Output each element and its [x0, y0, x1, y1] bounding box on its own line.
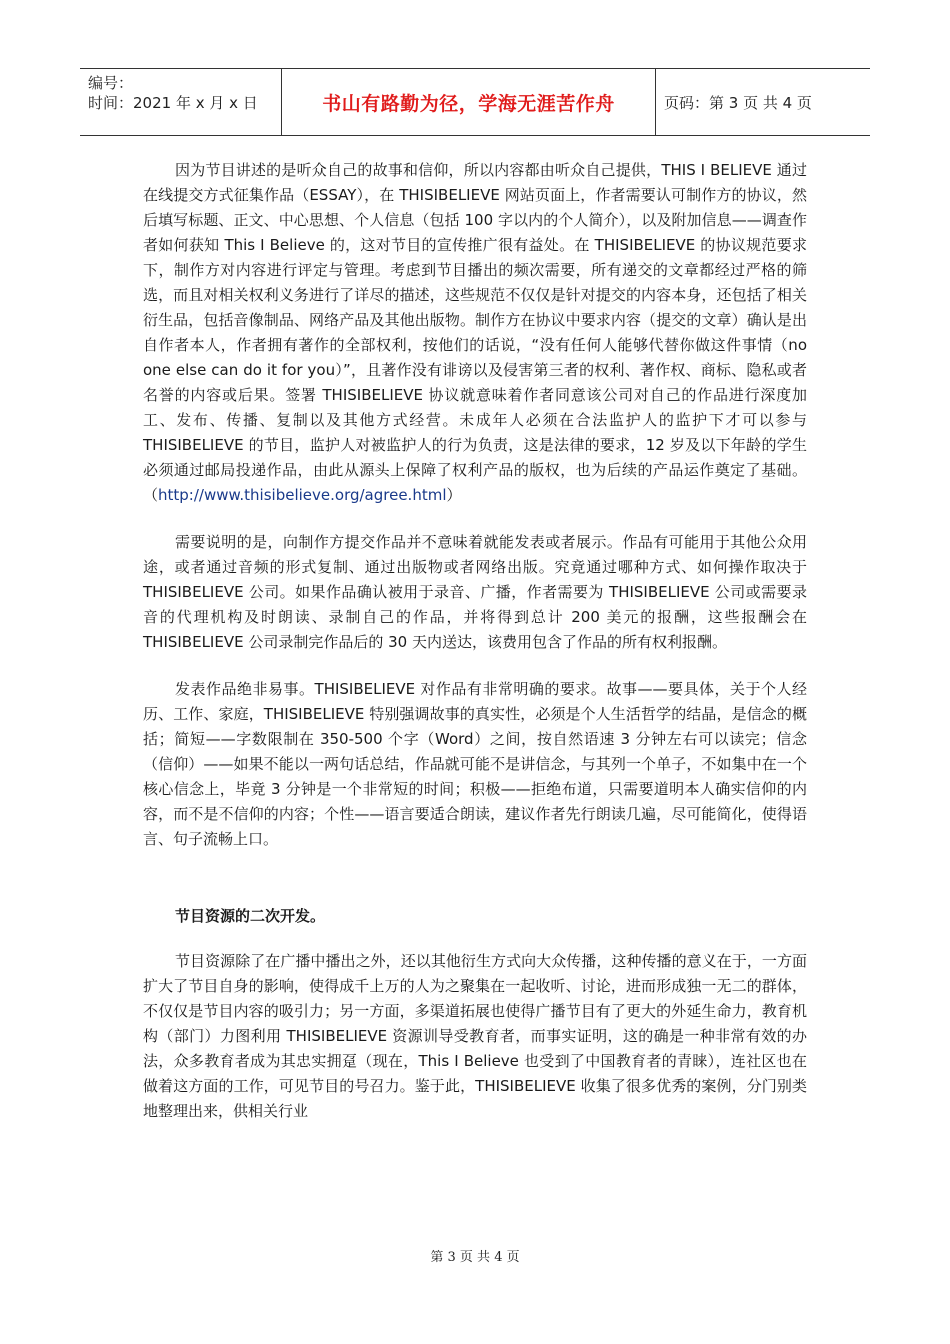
- paragraph: 节目资源除了在广播中播出之外，还以其他衍生方式向大众传播，这种传播的意义在于，一方面扩大了节目自身的影响，使得成千上万的人为之聚集在一起收听、讨论，进而形成独一无二的群体，不仅仅是节目内容的吸引力；另一方面，多渠道拓展也使得广播节目有了更大的外延生命力，教育机构（部门）力图利用 THISIBELIEVE 资源训导受教育者，而事实证明，这的确是一种非常有效的办法，众多教育者成为其忠实拥趸（现在，This I Believe 也受到了中国教育者的青睐），连社区也在做着这方面的工作，可见节目的号召力。鉴于此，THISIBELIEVE 收集了很多优秀的案例，分门别类地整理出来，供相关行业: [143, 952, 807, 1120]
- page-footer: 第 3 页 共 4 页: [430, 1250, 520, 1265]
- agreement-link[interactable]: http://www.thisibelieve.org/agree.html: [158, 486, 447, 504]
- header-meta: [80, 69, 281, 135]
- number-label: 编号：: [88, 74, 134, 92]
- paragraph: [143, 158, 807, 508]
- date-label: 时间：2021 年 x 月 x 日: [88, 94, 258, 112]
- paragraph-close: ）: [446, 486, 462, 504]
- document-body: [143, 158, 807, 1146]
- page-header: [80, 68, 870, 136]
- header-page-label: 页码：第 3 页 共 4 页: [664, 93, 812, 112]
- paragraph-text: 因为节目讲述的是听众自己的故事和信仰，所以内容都由听众自己提供，THIS I BELIEVE 通过在线提交方式征集作品（ESSAY），在 THISIBELIEVE 网站页面上，作者需要认可制作方的协议，然后填写标题、正文、中心思想、个人信息（包括 100 字以内的个人简介），以及附加信息——调查作者如何获知 This I Believe 的，这对节目的宣传推广很有益处。在 THISIBELIEVE 的协议规范要求下，制作方对内容进行评定与管理。考虑到节目播出的频次需要，所有递交的文章都经过严格的筛选，而且对相关权利义务进行了详尽的描述，这些规范不仅仅是针对提交的内容本身，还包括了相关衍生品，包括音像制品、网络产品及其他出版物。制作方在协议中要求内容（提交的文章）确认是出自作者本人，作者拥有著作的全部权利，按他们的话说，“没有任何人能够代替你做这件事情（no one else can do it for you）”，且著作没有诽谤以及侵害第三者的权利、著作权、商标、隐私或者名誉的内容或后果。签署 THISIBELIEVE 协议就意味着作者同意该公司对自己的作品进行深度加工、发布、传播、复制以及其他方式经营。未成年人必须在合法监护人的监护下才可以参与 THISIBELIEVE 的节目，监护人对被监护人的行为负责，这是法律的要求，12 岁及以下年龄的学生必须通过邮局投递作品，由此从源头上保障了权利产品的版权，也为后续的产品运作奠定了基础。（: [143, 161, 807, 504]
- paragraph: 需要说明的是，向制作方提交作品并不意味着就能发表或者展示。作品有可能用于其他公众用途，或者通过音频的形式复制、通过出版物或者网络出版。究竟通过哪种方式、如何操作取决于 THISIBELIEVE 公司。如果作品确认被用于录音、广播，作者需要为 THISIBELIEVE 公司或需要录音的代理机构及时朗读、录制自己的作品，并将得到总计 200 美元的报酬，这些报酬会在 THISIBELIEVE 公司录制完作品后的 30 天内送达，该费用包含了作品的所有权利报酬。: [143, 533, 807, 651]
- header-motto: 书山有路勤为径，学海无涯苦作舟: [281, 69, 656, 135]
- paragraph: 发表作品绝非易事。THISIBELIEVE 对作品有非常明确的要求。故事——要具体，关于个人经历、工作、家庭，THISIBELIEVE 特别强调故事的真实性，必须是个人生活哲学的结晶，是信念的概括；简短——字数限制在 350-500 个字（Word）之间，按自然语速 3 分钟左右可以读完；信念（信仰）——如果不能以一两句话总结，作品就可能不是讲信念，与其列一个单子，不如集中在一个核心信念上，毕竟 3 分钟是一个非常短的时间；积极——拒绝布道，只需要道明本人确实信仰的内容，而不是不信仰的内容；个性——语言要适合朗读，建议作者先行朗读几遍，尽可能简化，使得语言、句子流畅上口。: [143, 680, 807, 848]
- section-heading: 节目资源的二次开发。: [175, 907, 326, 925]
